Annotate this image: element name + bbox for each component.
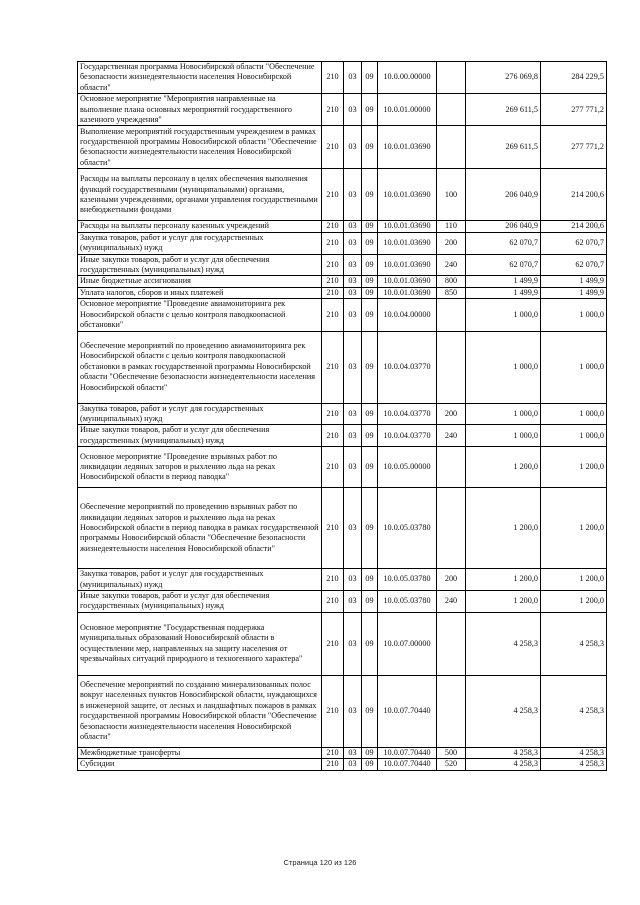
cell-s1: 1 499,9 bbox=[466, 287, 541, 298]
table-row bbox=[78, 447, 607, 488]
table-row bbox=[78, 488, 607, 569]
cell-csr: 10.0.05.03780 bbox=[378, 488, 437, 569]
cell-name: Расходы на выплаты персоналу в целях обеспечения выполнения функций государственными (муниципальными) органами, казенными учреждениями, органами управления государственными внебюджетными фондами bbox=[78, 169, 322, 221]
cell-csr: 10.0.07.70440 bbox=[378, 675, 437, 747]
cell-name: Основное мероприятие "Государственная поддержка муниципальных образований Новосибирской области в осуществлении мер, направленных на защиту населения от чрезвычайных ситуаций природного и техногенного характера" bbox=[78, 612, 322, 675]
cell-csr: 10.0.01.03690 bbox=[378, 254, 437, 276]
cell-vr: 200 bbox=[437, 569, 466, 591]
cell-csr: 10.0.07.70440 bbox=[378, 747, 437, 758]
cell-s2: 1 200,0 bbox=[541, 447, 607, 488]
cell-s2: 1 499,9 bbox=[541, 287, 607, 298]
cell-vr: 520 bbox=[437, 759, 466, 770]
cell-ved: 210 bbox=[322, 169, 344, 221]
cell-vr bbox=[437, 94, 466, 126]
cell-vr bbox=[437, 675, 466, 747]
cell-csr: 10.0.01.00000 bbox=[378, 94, 437, 126]
cell-s1: 276 069,8 bbox=[466, 62, 541, 94]
cell-s2: 1 200,0 bbox=[541, 488, 607, 569]
table-row bbox=[78, 276, 607, 287]
cell-s2: 1 000,0 bbox=[541, 299, 607, 331]
cell-s1: 269 611,5 bbox=[466, 126, 541, 169]
table-row bbox=[78, 759, 607, 770]
cell-ved: 210 bbox=[322, 759, 344, 770]
cell-rz: 03 bbox=[344, 331, 362, 403]
cell-s1: 1 000,0 bbox=[466, 425, 541, 447]
cell-name: Закупка товаров, работ и услуг для государственных (муниципальных) нужд bbox=[78, 569, 322, 591]
cell-csr: 10.0.05.03780 bbox=[378, 569, 437, 591]
cell-rz: 03 bbox=[344, 232, 362, 254]
cell-ved: 210 bbox=[322, 287, 344, 298]
cell-s2: 284 229,5 bbox=[541, 62, 607, 94]
cell-csr: 10.0.05.00000 bbox=[378, 447, 437, 488]
cell-name: Уплата налогов, сборов и иных платежей bbox=[78, 287, 322, 298]
cell-pr: 09 bbox=[362, 94, 378, 126]
cell-name: Межбюджетные трансферты bbox=[78, 747, 322, 758]
cell-rz: 03 bbox=[344, 488, 362, 569]
cell-vr: 500 bbox=[437, 747, 466, 758]
cell-rz: 03 bbox=[344, 447, 362, 488]
cell-rz: 03 bbox=[344, 425, 362, 447]
cell-s2: 1 200,0 bbox=[541, 569, 607, 591]
cell-pr: 09 bbox=[362, 299, 378, 331]
cell-csr: 10.0.07.70440 bbox=[378, 759, 437, 770]
table-row bbox=[78, 403, 607, 425]
cell-ved: 210 bbox=[322, 232, 344, 254]
cell-rz: 03 bbox=[344, 675, 362, 747]
cell-ved: 210 bbox=[322, 447, 344, 488]
cell-ved: 210 bbox=[322, 403, 344, 425]
cell-rz: 03 bbox=[344, 569, 362, 591]
cell-s1: 4 258,3 bbox=[466, 759, 541, 770]
cell-name: Расходы на выплаты персоналу казенных учреждений bbox=[78, 221, 322, 232]
cell-pr: 09 bbox=[362, 254, 378, 276]
table-row bbox=[78, 94, 607, 126]
cell-ved: 210 bbox=[322, 94, 344, 126]
cell-pr: 09 bbox=[362, 169, 378, 221]
cell-name: Основное мероприятие "Мероприятия направленные на выполнение плана основных мероприятий государственного казенного учреждения" bbox=[78, 94, 322, 126]
cell-s2: 62 070,7 bbox=[541, 254, 607, 276]
cell-vr: 240 bbox=[437, 590, 466, 612]
cell-ved: 210 bbox=[322, 331, 344, 403]
table-row bbox=[78, 169, 607, 221]
cell-name: Иные бюджетные ассигнования bbox=[78, 276, 322, 287]
table-row bbox=[78, 299, 607, 331]
cell-vr: 200 bbox=[437, 403, 466, 425]
cell-name: Государственная программа Новосибирской области "Обеспечение безопасности жизнедеятельности населения Новосибирской области" bbox=[78, 62, 322, 94]
cell-s2: 4 258,3 bbox=[541, 675, 607, 747]
cell-rz: 03 bbox=[344, 612, 362, 675]
cell-s1: 1 200,0 bbox=[466, 569, 541, 591]
cell-csr: 10.0.01.03690 bbox=[378, 221, 437, 232]
cell-csr: 10.0.01.03690 bbox=[378, 169, 437, 221]
cell-csr: 10.0.04.00000 bbox=[378, 299, 437, 331]
table-row bbox=[78, 612, 607, 675]
cell-s1: 206 040,9 bbox=[466, 221, 541, 232]
cell-s1: 269 611,5 bbox=[466, 94, 541, 126]
cell-pr: 09 bbox=[362, 287, 378, 298]
cell-rz: 03 bbox=[344, 403, 362, 425]
cell-s2: 277 771,2 bbox=[541, 94, 607, 126]
cell-s1: 62 070,7 bbox=[466, 232, 541, 254]
table-row bbox=[78, 675, 607, 747]
cell-rz: 03 bbox=[344, 747, 362, 758]
cell-s2: 1 499,9 bbox=[541, 276, 607, 287]
cell-name: Обеспечение мероприятий по проведению взрывных работ по ликвидации ледяных заторов и рыхлению льда на реках Новосибирской области в период паводка в рамках государственной программы Новосибирской области "Обеспечение безопасности жизнедеятельности населения Новосибирской области" bbox=[78, 488, 322, 569]
cell-s1: 1 200,0 bbox=[466, 590, 541, 612]
cell-s1: 4 258,3 bbox=[466, 612, 541, 675]
cell-pr: 09 bbox=[362, 447, 378, 488]
cell-name: Закупка товаров, работ и услуг для государственных (муниципальных) нужд bbox=[78, 232, 322, 254]
cell-csr: 10.0.07.00000 bbox=[378, 612, 437, 675]
cell-s1: 1 200,0 bbox=[466, 488, 541, 569]
cell-s1: 1 000,0 bbox=[466, 299, 541, 331]
cell-vr: 200 bbox=[437, 232, 466, 254]
cell-name: Иные закупки товаров, работ и услуг для обеспечения государственных (муниципальных) нужд bbox=[78, 590, 322, 612]
cell-rz: 03 bbox=[344, 94, 362, 126]
table-row bbox=[78, 590, 607, 612]
cell-s1: 1 499,9 bbox=[466, 276, 541, 287]
cell-csr: 10.0.01.03690 bbox=[378, 232, 437, 254]
cell-name: Закупка товаров, работ и услуг для государственных (муниципальных) нужд bbox=[78, 403, 322, 425]
table-row bbox=[78, 331, 607, 403]
cell-csr: 10.0.00.00000 bbox=[378, 62, 437, 94]
cell-vr: 100 bbox=[437, 169, 466, 221]
cell-pr: 09 bbox=[362, 62, 378, 94]
cell-csr: 10.0.01.03690 bbox=[378, 126, 437, 169]
cell-ved: 210 bbox=[322, 612, 344, 675]
table-row bbox=[78, 425, 607, 447]
cell-s2: 4 258,3 bbox=[541, 612, 607, 675]
cell-vr: 850 bbox=[437, 287, 466, 298]
cell-vr bbox=[437, 331, 466, 403]
cell-csr: 10.0.01.03690 bbox=[378, 276, 437, 287]
cell-pr: 09 bbox=[362, 276, 378, 287]
cell-csr: 10.0.04.03770 bbox=[378, 425, 437, 447]
cell-name: Основное мероприятие "Проведение авиамониторинга рек Новосибирской области с целью контроля паводкоопасной обстановки" bbox=[78, 299, 322, 331]
cell-pr: 09 bbox=[362, 331, 378, 403]
cell-ved: 210 bbox=[322, 276, 344, 287]
cell-ved: 210 bbox=[322, 126, 344, 169]
cell-ved: 210 bbox=[322, 488, 344, 569]
cell-s1: 62 070,7 bbox=[466, 254, 541, 276]
cell-rz: 03 bbox=[344, 62, 362, 94]
cell-pr: 09 bbox=[362, 590, 378, 612]
cell-ved: 210 bbox=[322, 747, 344, 758]
cell-pr: 09 bbox=[362, 612, 378, 675]
table-row bbox=[78, 254, 607, 276]
cell-rz: 03 bbox=[344, 126, 362, 169]
page-number: Страница 120 из 126 bbox=[283, 858, 357, 867]
cell-name: Субсидии bbox=[78, 759, 322, 770]
cell-vr bbox=[437, 447, 466, 488]
cell-ved: 210 bbox=[322, 299, 344, 331]
cell-s2: 4 258,3 bbox=[541, 747, 607, 758]
cell-s2: 62 070,7 bbox=[541, 232, 607, 254]
cell-pr: 09 bbox=[362, 569, 378, 591]
cell-ved: 210 bbox=[322, 62, 344, 94]
cell-pr: 09 bbox=[362, 126, 378, 169]
cell-pr: 09 bbox=[362, 232, 378, 254]
cell-ved: 210 bbox=[322, 590, 344, 612]
cell-s1: 1 000,0 bbox=[466, 331, 541, 403]
cell-name: Обеспечение мероприятий по созданию минерализованных полос вокруг населенных пунктов Новосибирской области, нуждающихся в инженерной защите, от лесных и ландшафтных пожаров в рамках государственной программы Новосибирской области "Обеспечение безопасности жизнедеятельности населения Новосибирской области" bbox=[78, 675, 322, 747]
cell-s2: 4 258,3 bbox=[541, 759, 607, 770]
cell-s2: 1 000,0 bbox=[541, 403, 607, 425]
cell-rz: 03 bbox=[344, 287, 362, 298]
table-row bbox=[78, 747, 607, 758]
cell-name: Обеспечение мероприятий по проведению авиамониторинга рек Новосибирской области с целью контроля паводкоопасной обстановки в рамках государственной программы Новосибирской области "Обеспечение безопасности жизнедеятельности населения Новосибирской области" bbox=[78, 331, 322, 403]
table-row bbox=[78, 221, 607, 232]
cell-s2: 1 200,0 bbox=[541, 590, 607, 612]
cell-s2: 277 771,2 bbox=[541, 126, 607, 169]
cell-csr: 10.0.04.03770 bbox=[378, 331, 437, 403]
cell-vr bbox=[437, 299, 466, 331]
cell-pr: 09 bbox=[362, 403, 378, 425]
table-row bbox=[78, 232, 607, 254]
cell-pr: 09 bbox=[362, 488, 378, 569]
cell-rz: 03 bbox=[344, 254, 362, 276]
cell-s1: 4 258,3 bbox=[466, 675, 541, 747]
cell-vr bbox=[437, 488, 466, 569]
cell-name: Выполнение мероприятий государственным учреждением в рамках государственной программы Новосибирской области "Обеспечение безопасности жизнедеятельности населения Новосибирской области" bbox=[78, 126, 322, 169]
cell-pr: 09 bbox=[362, 759, 378, 770]
cell-vr: 240 bbox=[437, 254, 466, 276]
cell-rz: 03 bbox=[344, 221, 362, 232]
cell-s1: 1 000,0 bbox=[466, 403, 541, 425]
cell-csr: 10.0.05.03780 bbox=[378, 590, 437, 612]
cell-csr: 10.0.04.03770 bbox=[378, 403, 437, 425]
cell-s2: 214 200,6 bbox=[541, 169, 607, 221]
cell-rz: 03 bbox=[344, 169, 362, 221]
budget-table bbox=[77, 61, 607, 771]
cell-vr: 800 bbox=[437, 276, 466, 287]
cell-s1: 1 200,0 bbox=[466, 447, 541, 488]
cell-vr: 240 bbox=[437, 425, 466, 447]
cell-pr: 09 bbox=[362, 675, 378, 747]
cell-vr bbox=[437, 62, 466, 94]
cell-s2: 1 000,0 bbox=[541, 331, 607, 403]
cell-s1: 4 258,3 bbox=[466, 747, 541, 758]
cell-s1: 206 040,9 bbox=[466, 169, 541, 221]
cell-pr: 09 bbox=[362, 747, 378, 758]
table-row bbox=[78, 287, 607, 298]
cell-name: Основное мероприятие "Проведение взрывных работ по ликвидации ледяных заторов и рыхлению льда на реках Новосибирской области в период паводка" bbox=[78, 447, 322, 488]
cell-vr bbox=[437, 612, 466, 675]
table-row bbox=[78, 62, 607, 94]
cell-name: Иные закупки товаров, работ и услуг для обеспечения государственных (муниципальных) нужд bbox=[78, 254, 322, 276]
cell-rz: 03 bbox=[344, 759, 362, 770]
cell-s2: 1 000,0 bbox=[541, 425, 607, 447]
cell-pr: 09 bbox=[362, 221, 378, 232]
cell-ved: 210 bbox=[322, 675, 344, 747]
table-row bbox=[78, 569, 607, 591]
cell-vr bbox=[437, 126, 466, 169]
cell-ved: 210 bbox=[322, 221, 344, 232]
cell-rz: 03 bbox=[344, 276, 362, 287]
cell-ved: 210 bbox=[322, 254, 344, 276]
cell-rz: 03 bbox=[344, 299, 362, 331]
table-row bbox=[78, 126, 607, 169]
cell-ved: 210 bbox=[322, 569, 344, 591]
cell-pr: 09 bbox=[362, 425, 378, 447]
cell-ved: 210 bbox=[322, 425, 344, 447]
cell-rz: 03 bbox=[344, 590, 362, 612]
cell-s2: 214 200,6 bbox=[541, 221, 607, 232]
cell-name: Иные закупки товаров, работ и услуг для обеспечения государственных (муниципальных) нужд bbox=[78, 425, 322, 447]
cell-vr: 110 bbox=[437, 221, 466, 232]
cell-csr: 10.0.01.03690 bbox=[378, 287, 437, 298]
